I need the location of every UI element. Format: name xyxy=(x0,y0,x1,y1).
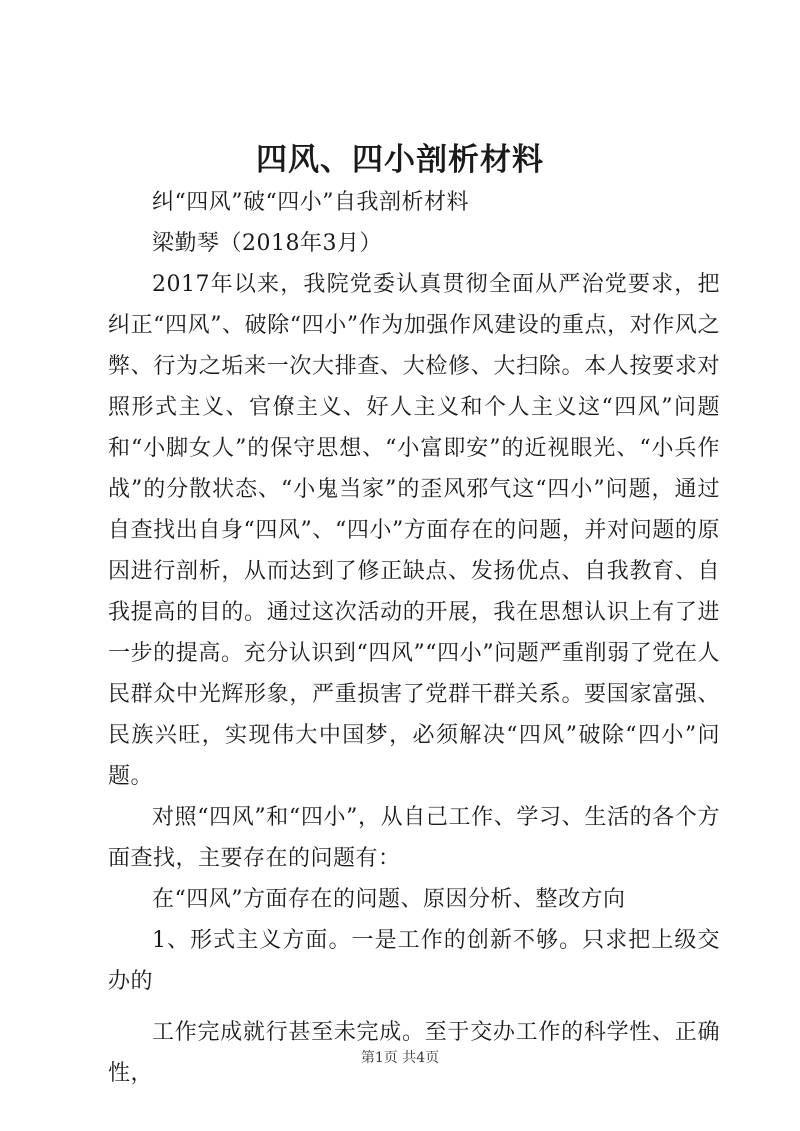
document-body xyxy=(108,182,720,1094)
section-heading-paragraph: 在“四风”方面存在的问题、原因分析、整改方向 xyxy=(152,887,626,912)
subtitle-paragraph: 纠“四风”破“四小”自我剖析材料 xyxy=(152,190,469,215)
intro-paragraph: 2017年以来，我院党委认真贯彻全面从严治党要求，把纠正“四风”、破除“四小”作为加强作风建设的重点，对作风之弊、行为之垢来一次大排查、大检修、大扫除。本人按要求对照形式主义、官僚主义、好人主义和个人主义这“四风”问题和“小脚女人”的保守思想、“小富即安”的近视眼光、“小兵作战”的分散状态、“小鬼当家”的歪风邪气这“四小”问题，通过自查找出自身“四风”、“四小”方面存在的问题，并对问题的原因进行剖析，从而达到了修正缺点、发扬优点、自我教育、自我提高的目的。通过这次活动的开展，我在思想认识上有了进一步的提高。充分认识到“四风”“四小”问题严重削弱了党在人民群众中光辉形象，严重损害了党群干群关系。要国家富强、民族兴旺，实现伟大中国梦，必须解决“四风”破除“四小”问题。 xyxy=(108,272,720,789)
author-date-paragraph: 梁勤琴（2018年3月） xyxy=(152,231,382,256)
problems-intro-paragraph: 对照“四风”和“四小”，从自己工作、学习、生活的各个方面查找，主要存在的问题有： xyxy=(108,805,720,871)
formalism-paragraph: 1、形式主义方面。一是工作的创新不够。只求把上级交办的 xyxy=(108,928,720,994)
continuation-paragraph: 工作完成就行甚至未完成。至于交办工作的科学性、正确性， xyxy=(108,1020,720,1086)
document-title: 四风、四小剖析材料 xyxy=(256,142,544,178)
page-footer: 第1页 共4页 xyxy=(360,1050,440,1066)
